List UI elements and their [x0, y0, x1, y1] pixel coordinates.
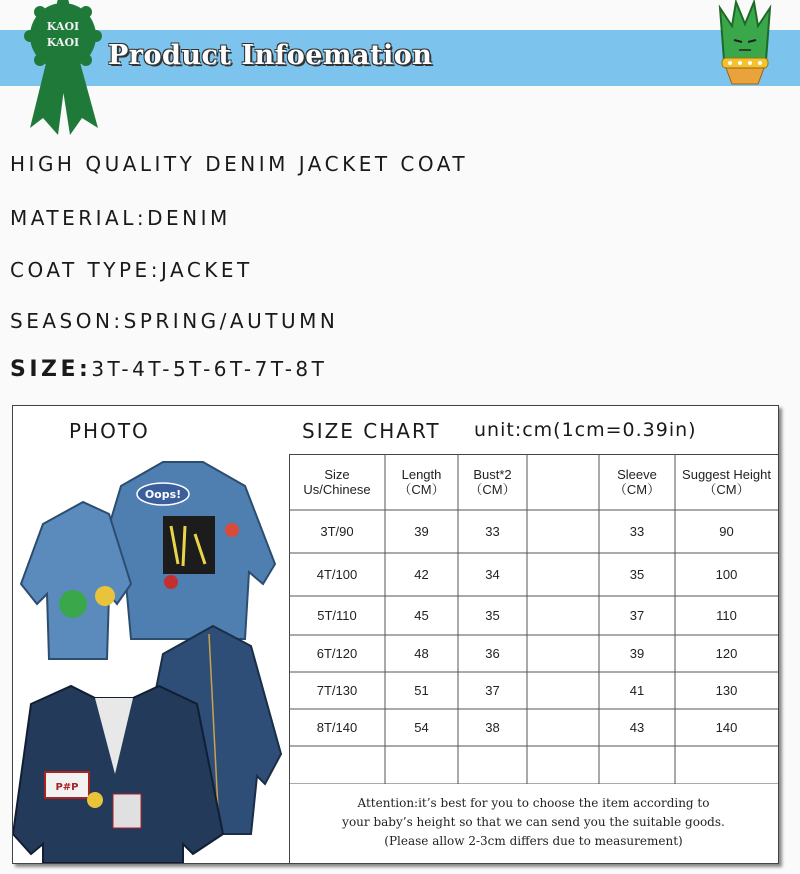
- column-header-text: Length: [401, 467, 442, 482]
- table-cell-text: 35: [485, 608, 500, 623]
- table-cell: [675, 635, 778, 672]
- table-cell: [527, 709, 599, 746]
- cactus-mascot-icon: [714, 0, 776, 88]
- table-cell-text: 54: [414, 720, 429, 735]
- table-cell: [458, 635, 527, 672]
- table-cell-text: 33: [485, 524, 500, 539]
- size-grid: [289, 454, 778, 784]
- table-cell: [385, 709, 458, 746]
- table-cell-text: 8T/140: [316, 720, 358, 735]
- table-cell-text: 90: [719, 524, 734, 539]
- table-cell: [289, 746, 385, 784]
- table-cell: [599, 709, 675, 746]
- table-cell: [599, 746, 675, 784]
- table-cell: [289, 672, 385, 709]
- spec-headline-text: HIGH QUALITY DENIM JACKET COAT: [10, 152, 469, 176]
- table-cell-text: 6T/120: [316, 646, 358, 661]
- table-cell: [527, 553, 599, 596]
- table-cell-text: 38: [485, 720, 500, 735]
- spec-material: [10, 206, 231, 230]
- spec-material-value: DENIM: [147, 206, 231, 230]
- spec-coat-type: [10, 258, 253, 282]
- kaoi-badge-icon: [18, 0, 108, 140]
- table-cell-text: 35: [629, 567, 645, 582]
- table-cell: [527, 510, 599, 553]
- table-cell: [599, 596, 675, 635]
- table-cell: [599, 510, 675, 553]
- table-cell: [675, 596, 778, 635]
- table-cell-text: 51: [414, 683, 429, 698]
- note-line-3: (Please allow 2-3cm differs due to measurement): [384, 834, 683, 848]
- table-cell: [289, 635, 385, 672]
- table-cell: [385, 635, 458, 672]
- spec-size-label: SIZE:: [10, 357, 92, 382]
- table-cell-text: 130: [715, 683, 738, 698]
- table-cell: [385, 746, 458, 784]
- note-line-2: your baby’s height so that we can send you the suitable goods.: [342, 815, 725, 829]
- table-cell: [599, 672, 675, 709]
- column-header-text-1: Us/Chinese: [303, 482, 371, 497]
- table-cell-text: 7T/130: [316, 683, 358, 698]
- column-header: [675, 454, 778, 510]
- table-cell: [599, 553, 675, 596]
- table-cell-text: 5T/110: [317, 608, 357, 623]
- spec-coat-type-value: JACKET: [160, 258, 253, 282]
- table-cell: [458, 672, 527, 709]
- table-cell: [675, 709, 778, 746]
- table-cell-text: 42: [414, 567, 429, 582]
- table-cell: [289, 709, 385, 746]
- table-cell-text: 110: [716, 608, 737, 623]
- table-cell-text: 48: [414, 646, 429, 661]
- badge-text-2: KAOI: [46, 36, 80, 49]
- table-cell-text: 100: [715, 567, 738, 582]
- table-cell-text: 37: [485, 683, 500, 698]
- table-cell: [675, 510, 778, 553]
- column-header-text-1: （CM）: [398, 482, 445, 497]
- table-cell-text: 140: [715, 720, 738, 735]
- table-cell: [458, 596, 527, 635]
- table-cell-text: 36: [485, 646, 500, 661]
- column-header-text-1: （CM）: [703, 482, 750, 497]
- denim-jackets-image: [13, 454, 289, 863]
- column-header-text: Suggest Height: [682, 467, 771, 482]
- unit-label: unit:cm(1cm=0.39in): [474, 419, 697, 441]
- table-cell-text: 39: [629, 646, 645, 661]
- size-chart-table: [12, 405, 779, 864]
- table-cell-text: 43: [629, 720, 645, 735]
- spec-size-value: 3T-4T-5T-6T-7T-8T: [91, 357, 328, 381]
- table-cell: [599, 635, 675, 672]
- column-header-text: Size: [324, 467, 350, 482]
- table-cell: [289, 510, 385, 553]
- note-line-1: Attention:it’s best for you to choose the item according to: [357, 796, 710, 810]
- table-cell-text: 4T/100: [316, 567, 358, 582]
- column-header-text: Sleeve: [617, 467, 657, 482]
- spec-size: [10, 357, 327, 382]
- product-photo: [13, 454, 290, 863]
- patch-oops-text: Oops!: [144, 488, 182, 501]
- spec-season-value: SPRING/AUTUMN: [123, 309, 339, 333]
- table-cell-text: 37: [629, 608, 645, 623]
- table-cell: [458, 746, 527, 784]
- table-cell: [385, 510, 458, 553]
- spec-coat-type-label: COAT TYPE:: [10, 258, 161, 282]
- spec-headline: [10, 152, 468, 176]
- table-cell-text: 120: [715, 646, 738, 661]
- table-cell: [385, 672, 458, 709]
- badge-text-1: KAOI: [46, 20, 80, 33]
- photo-heading: PHOTO: [69, 419, 150, 443]
- table-cell: [527, 672, 599, 709]
- table-cell: [458, 553, 527, 596]
- spec-season: [10, 309, 338, 333]
- table-cell: [289, 596, 385, 635]
- column-header: [289, 454, 385, 510]
- spec-material-label: MATERIAL:: [10, 206, 148, 230]
- patch-php-text: P#P: [55, 782, 79, 793]
- column-header-text: Bust*2: [473, 467, 512, 482]
- attention-note: [289, 784, 778, 863]
- table-cell: [458, 709, 527, 746]
- table-cell: [385, 596, 458, 635]
- table-cell: [289, 553, 385, 596]
- table-cell: [675, 553, 778, 596]
- column-header: [599, 454, 675, 510]
- table-cell: [527, 746, 599, 784]
- table-cell-text: 45: [414, 608, 429, 623]
- table-cell-text: 39: [414, 524, 429, 539]
- column-header: [458, 454, 527, 510]
- table-cell-text: 41: [629, 683, 645, 698]
- column-header-text-1: （CM）: [613, 482, 661, 497]
- table-cell: [675, 672, 778, 709]
- jacket-back-top: [97, 462, 275, 639]
- table-cell: [527, 635, 599, 672]
- table-cell: [675, 746, 778, 784]
- table-cell-text: 33: [629, 524, 645, 539]
- table-cell: [385, 553, 458, 596]
- column-header: [527, 454, 599, 510]
- size-chart-heading: SIZE CHART: [302, 419, 441, 443]
- column-header: [385, 454, 458, 510]
- page-title: Product Infoemation: [108, 40, 433, 71]
- column-header-text-1: （CM）: [469, 482, 516, 497]
- table-header: [13, 406, 778, 455]
- table-cell-text: 34: [485, 567, 500, 582]
- table-cell: [458, 510, 527, 553]
- spec-season-label: SEASON:: [10, 309, 124, 333]
- jacket-front-bottom: [13, 686, 223, 863]
- table-cell: [527, 596, 599, 635]
- table-cell-text: 3T/90: [320, 524, 354, 539]
